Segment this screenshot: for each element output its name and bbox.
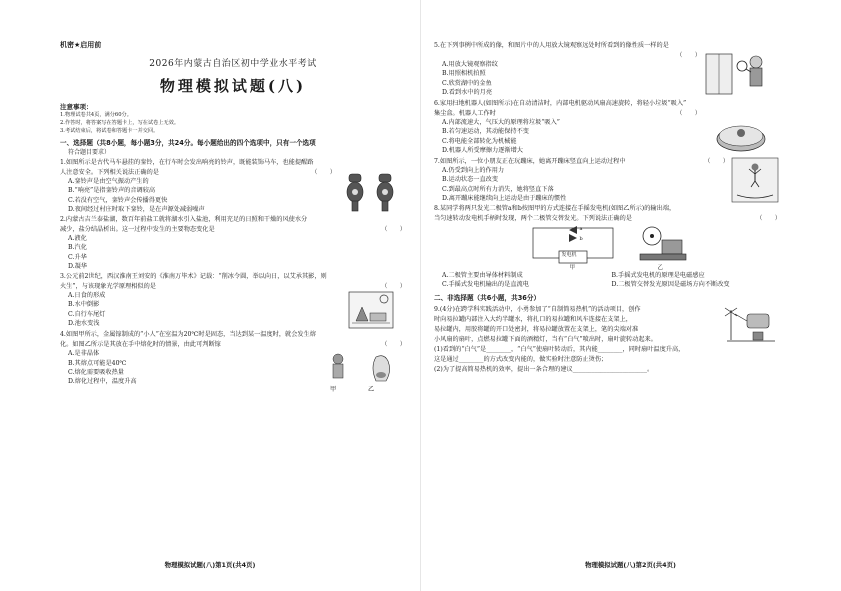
option: C.手摇式发电机输出的是直流电: [442, 281, 529, 289]
question-stem: 8.某同学将两只发光二极管a和b按图甲的方式连接在手摇发电机(如图乙所示)的输出端，: [434, 205, 676, 212]
option: B.汽化: [68, 244, 87, 252]
option: A.銮铃声是由空气振动产生的: [68, 178, 149, 186]
option: A.内部流速大，气压大的原理将垃圾“吸入”: [442, 119, 560, 127]
magnifier-figure: [701, 50, 781, 98]
question-line: (2)为了提高简易热机的效率，提出一条合理的建议________________________。: [434, 366, 654, 374]
question-5: [434, 41, 781, 98]
page-footer: 物理模拟试题(八)第1页(共4页): [164, 561, 256, 569]
diode-circuit-figure: [518, 224, 628, 270]
page-2: [420, 0, 841, 591]
figure-label: 乙: [368, 386, 375, 394]
exam-name: 2026年内蒙古自治区初中学业水平考试: [149, 59, 317, 69]
option: B.用照相机拍照: [442, 70, 486, 78]
option: A.仍受到向上的作用力: [442, 167, 505, 175]
gallium-figure: [316, 349, 406, 389]
diode-label: a: [579, 226, 583, 233]
page-title: 物理模拟试题(八): [159, 77, 307, 95]
trampoline-figure: [729, 156, 781, 203]
option: B.手摇式发电机的原理是电磁感应: [611, 272, 705, 280]
question-stem: 7.如图所示，一位小朋友正在玩蹦床，她离开蹦床竖直向上运动过程中: [434, 158, 626, 166]
question-stem: 集尘盒。机器人工作时: [434, 110, 496, 118]
option: A.液化: [68, 235, 87, 243]
note-item: 2.作答时，将答案写在答题卡上，写在试卷上无效。: [60, 120, 180, 126]
question-6: [434, 99, 781, 155]
option: B.“响亮”是指銮铃声的音调较高: [68, 187, 156, 195]
section-heading: 二、非选择题（共6小题，共36分）: [434, 293, 541, 302]
question-stem: 火生”，与该现象光学原理相似的是: [60, 283, 156, 291]
option: D.凝华: [68, 262, 88, 270]
section-heading: 一、选择题（共8小题，每小题3分，共24分。每小题给出的四个选项中，只有一个选项: [60, 139, 316, 147]
page-footer: 物理模拟试题(八)第2页(共4页): [585, 561, 676, 569]
option: B.水中倒影: [68, 301, 100, 309]
question-8: [434, 204, 781, 290]
option: D.池水变浅: [68, 319, 100, 327]
option: C.自行车尾灯: [68, 310, 106, 318]
answer-paren: （ ）: [311, 169, 336, 177]
hand-generator-figure: [628, 224, 698, 270]
bell-figure: [336, 167, 406, 214]
question-3: [60, 272, 406, 329]
answer-paren: （ ）: [676, 52, 701, 60]
figure-label: 甲: [569, 265, 576, 272]
answer-paren: （ ）: [381, 283, 406, 291]
heat-engine-figure: [721, 304, 781, 344]
diode-label: b: [579, 236, 583, 243]
answer-paren: （ ）: [756, 215, 781, 223]
figure-label: 甲: [330, 386, 337, 394]
figure-label: 乙: [657, 265, 664, 272]
question-stem: 6.家用扫地机器人(如图所示)在自动清洁时，内部电机驱动风扇高速旋转，将轻小垃圾“吸入”: [434, 100, 687, 108]
option: D.夜间经过村庄时取下銮铃，是在声源处减弱噪声: [68, 205, 205, 213]
question-9: [434, 304, 781, 375]
question-line: 9.(4分)在跨学科实践活动中，小勇参加了“自制简易热机”的活动项目，创作: [434, 305, 641, 313]
option: C.升华: [68, 253, 87, 261]
note-item: 1.物理试卷共4页，满分60分。: [60, 112, 132, 118]
option: A.二极管主要由导体材料制成: [442, 272, 523, 280]
ancient-illustration: [336, 291, 406, 329]
option: B.其熔点可能是40℃: [68, 359, 127, 367]
option: C.将电能全部转化为机械能: [442, 137, 517, 145]
option: D.二极管交替发光原因是磁场方向不断改变: [611, 281, 730, 289]
option: C.欣赏湖中的金鱼: [442, 79, 492, 87]
question-stem: 1.如图所示是古代马车悬挂的銮铃，在行车时会发出响亮的铃声，既能装饰马车，也能提醒路: [60, 159, 314, 166]
option: C.熔化需要吸收热量: [68, 368, 124, 376]
question-line: 这是通过________的方式改变内能的，做实验时注意防止烫伤；: [434, 356, 608, 364]
page-1: [0, 0, 420, 591]
option: A.日食的形成: [68, 292, 106, 300]
option: C.到最高点时所有力消失，她将竖直下落: [442, 185, 554, 193]
option: C.若没有空气，銮铃声会传播得更快: [68, 196, 168, 204]
question-line: 小风扇的扇叶，点燃易拉罐下面的酒精灯，当有“白气”喷出时，扇叶旋转动起来。: [434, 335, 657, 343]
option: B.运动状态一直改变: [442, 176, 499, 184]
question-stem: 当匀速转动发电机手柄时发现，两个二极管交替发光。下列说法正确的是: [434, 215, 632, 223]
answer-paren: （ ）: [381, 341, 406, 349]
question-stem: 3.公元前2世纪，西汉淮南王刘安的《淮南万毕术》记载：“削冰令圆，举以向日，以艾承其影，则: [60, 273, 327, 280]
question-stem: 化。如图乙所示是其放在手中熔化时的情景，由此可判断镓: [60, 341, 221, 349]
confidential-mark: 机密★启用前: [60, 41, 102, 49]
option: B.若匀速运动，其动能保持不变: [442, 128, 529, 136]
question-stem: 4.如图甲所示，金属镓制成的“小人”在室温为20℃时是固态，当达到某一温度时，就会发生熔: [60, 331, 316, 339]
answer-paren: （ ）: [704, 158, 729, 166]
question-line: (1)看到的“白气”是________，“白气”使扇叶转动后，其内能________，同时扇叶温度升高，: [434, 345, 685, 353]
question-4: [60, 330, 406, 394]
question-line: 时向易拉罐内部注入大约半罐水，将扎口的易拉罐和风车连接在支架上，: [434, 315, 632, 323]
option: A.是非晶体: [68, 350, 100, 358]
question-stem: 2.内蒙古吉兰泰盐湖，数百年前盐工就将湖水引入盐池，利用充足的日照和干燥的风使水分: [60, 216, 308, 223]
question-stem: 减少，盐分结晶析出。这一过程中发生的主要物态变化是: [60, 226, 215, 234]
question-stem: 5.在下列事例中所成的像，和图片中的人用放大镜观察远处时所看到的像性质一样的是: [434, 42, 669, 49]
question-1: [60, 158, 406, 214]
question-7: [434, 156, 781, 203]
question-2: [60, 215, 406, 271]
question-stem: 人注意安全。下列相关说法正确的是: [60, 169, 159, 177]
answer-paren: （ ）: [676, 110, 701, 118]
question-line: 易拉罐内，用胶将罐的开口处密封，将易拉罐放置在支架上，笔的尖端对准: [434, 325, 639, 333]
option: A.用放大镜观察指纹: [442, 61, 498, 69]
option: D.离开蹦床能继续向上运动是由于蹦床的惯性: [442, 194, 567, 202]
note-item: 3.考试结束后，将试卷和答题卡一并交回。: [60, 128, 159, 134]
section-heading-cont: 符合题目要求）: [68, 149, 111, 156]
answer-paren: （ ）: [381, 226, 406, 234]
option: D.机器人所受摩擦力逐渐增大: [442, 146, 523, 154]
notes-title: 注意事项：: [60, 103, 93, 111]
robot-vacuum-figure: [701, 108, 781, 155]
option: D.熔化过程中，温度升高: [68, 377, 137, 385]
generator-label: 发电机: [561, 252, 577, 259]
option: D.看到水中的月亮: [442, 88, 493, 96]
